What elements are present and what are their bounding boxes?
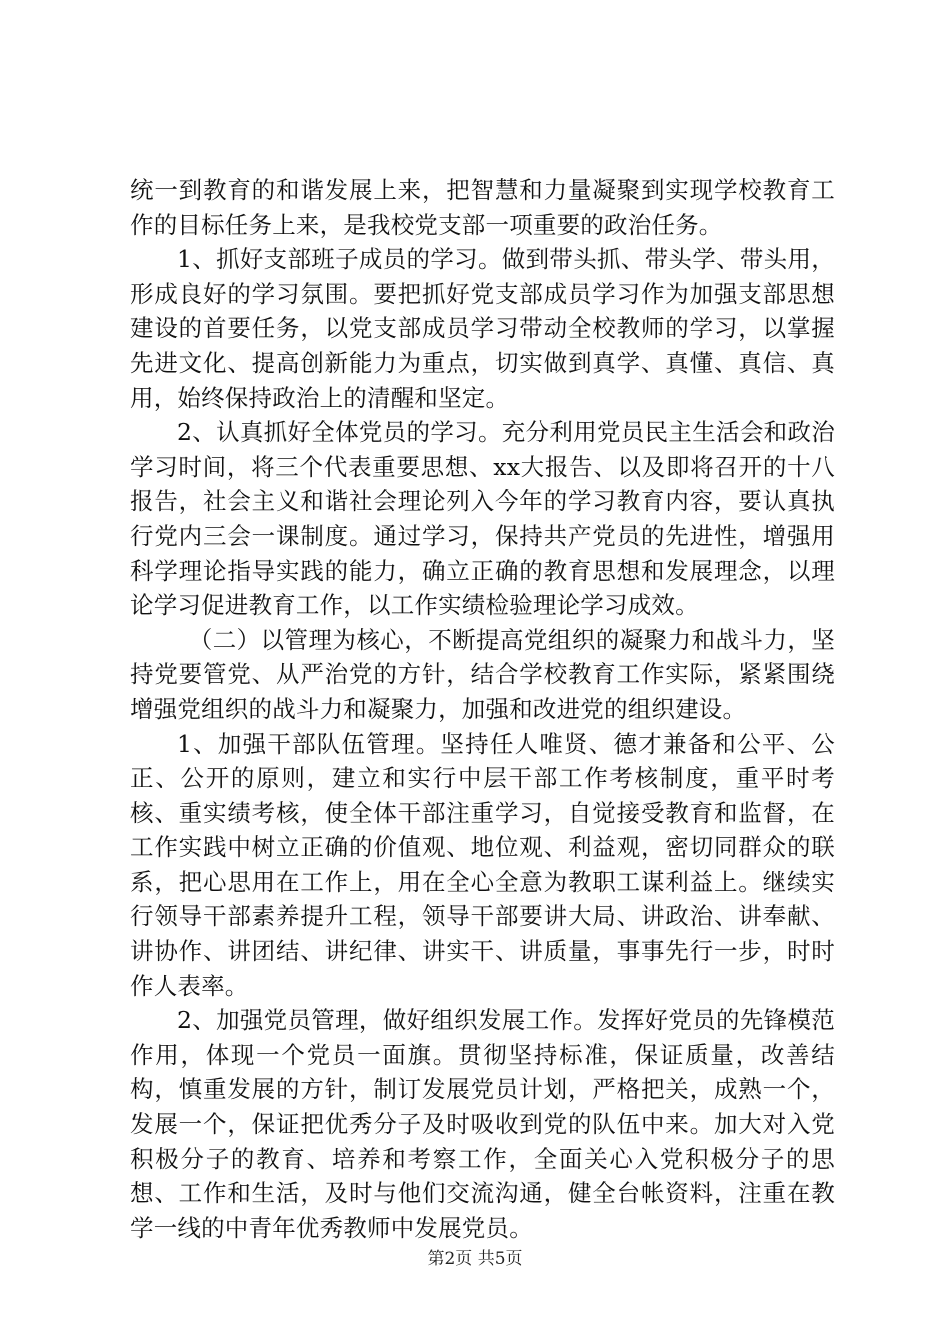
page-number-footer: 第2页 共5页 (427, 1249, 523, 1269)
document-body (130, 173, 835, 1245)
paragraph-section-management: （二）以管理为核心，不断提高党组织的凝聚力和战斗力，坚持党要管党、从严治党的方针，结合学校教育工作实际，紧紧围绕增强党组织的战斗力和凝聚力，加强和改进党的组织建设。 (130, 625, 835, 723)
paragraph-study-branch-members: 1、抓好支部班子成员的学习。做到带头抓、带头学、带头用，形成良好的学习氛围。要把抓好党支部成员学习作为加强支部思想建设的首要任务，以党支部成员学习带动全校教师的学习，以掌握先进文化、提高创新能力为重点，切实做到真学、真懂、真信、真用，始终保持政治上的清醒和坚定。 (130, 245, 835, 412)
paragraph-study-all-members: 2、认真抓好全体党员的学习。充分利用党员民主生活会和政治学习时间，将三个代表重要思想、xx大报告、以及即将召开的十八报告，社会主义和谐社会理论列入今年的学习教育内容，要认真执行党内三会一课制度。通过学习，保持共产党员的先进性，增强用科学理论指导实践的能力，确立正确的教育思想和发展理念，以理论学习促进教育工作，以工作实绩检验理论学习成效。 (130, 418, 835, 620)
paragraph-cadre-management: 1、加强干部队伍管理。坚持任人唯贤、德才兼备和公平、公正、公开的原则，建立和实行中层干部工作考核制度，重平时考核、重实绩考核，使全体干部注重学习，自觉接受教育和监督，在工作实践中树立正确的价值观、地位观、利益观，密切同群众的联系，把心思用在工作上，用在全心全意为教职工谋利益上。继续实行领导干部素养提升工程，领导干部要讲大局、讲政治、讲奉献、讲协作、讲团结、讲纪律、讲实干、讲质量，事事先行一步，时时作人表率。 (130, 729, 835, 1000)
paragraph-continuation: 统一到教育的和谐发展上来，把智慧和力量凝聚到实现学校教育工作的目标任务上来，是我校党支部一项重要的政治任务。 (130, 176, 835, 239)
paragraph-member-management: 2、加强党员管理，做好组织发展工作。发挥好党员的先锋模范作用，体现一个党员一面旗。贯彻坚持标准，保证质量，改善结构，慎重发展的方针，制订发展党员计划，严格把关，成熟一个，发展一个，保证把优秀分子及时吸收到党的队伍中来。加大对入党积极分子的教育、培养和考察工作，全面关心入党积极分子的思想、工作和生活，及时与他们交流沟通，健全台帐资料，注重在教学一线的中青年优秀教师中发展党员。 (130, 1006, 835, 1242)
